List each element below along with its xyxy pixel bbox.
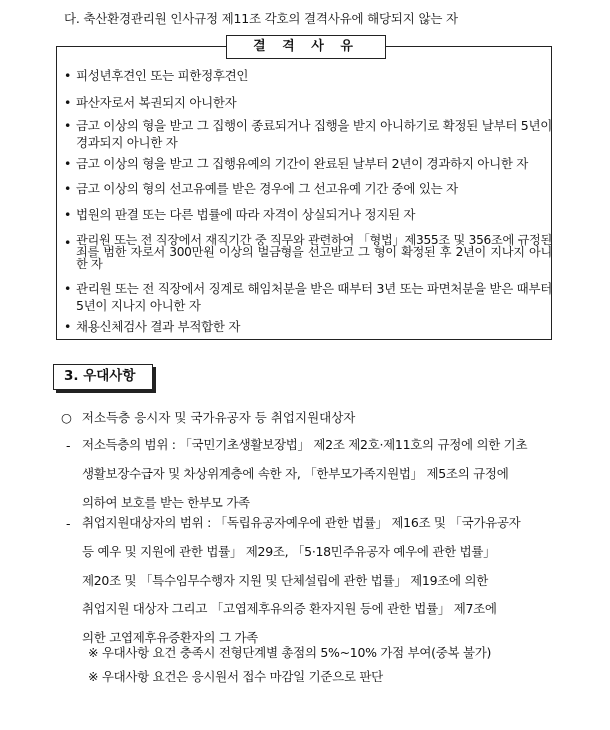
disqualification-item-text: 금고 이상의 형을 받고 그 집행유예의 기간이 완료된 날부터 2년이 경과하지 아니한 자 (76, 156, 529, 171)
disqualification-item-text: 법원의 판결 또는 다른 법률에 따라 자격이 상실되거나 정지된 자 (76, 207, 416, 222)
disqualification-item (64, 280, 552, 314)
disqualification-item (64, 117, 552, 151)
low-income-line: 생활보장수급자 및 차상위계층에 속한 자, 「한부모가족지원법」 제5조의 규정에 (82, 465, 509, 481)
disqualification-box-title: 결 격 사 유 (226, 35, 386, 59)
veteran-line: 제20조 및 「특수임무수행자 지원 및 단체설립에 관한 법률」 제19조에 의한 (82, 572, 488, 588)
disqualification-item-text: 관리원 또는 전 직장에서 징계로 해임처분을 받은 때부터 3년 또는 파면처분을 받은 때부터 5년이 지나지 아니한 자 (76, 281, 552, 313)
section-title: 3. 우대사항 (53, 364, 153, 390)
low-income-definition (66, 431, 556, 517)
preference-subtitle-text: 저소득층 응시자 및 국가유공자 등 취업지원대상자 (81, 410, 356, 425)
preference-subtitle (61, 408, 355, 426)
disqualification-item-text: 파산자로서 복권되지 아니한자 (76, 95, 237, 110)
dash: - (66, 438, 71, 453)
disqualification-item-text: 채용신체검사 결과 부적합한 자 (76, 319, 241, 334)
disqualification-item (64, 180, 552, 197)
bullet: • (64, 156, 72, 171)
bullet: • (64, 68, 72, 83)
disqualification-item-text: 관리원 또는 전 직장에서 재직기간 중 직무와 관련하여 「형법」제355조 및 356조에 규정된 죄를 범한 자로서 300만원 이상의 벌금형을 선고받고 그 형이 확정된 후 2년이 지나지 아니한 자 (76, 233, 552, 271)
veteran-line: 취업지원 대상자 그리고 「고엽제후유의증 환자지원 등에 관한 법률」 제7조에 (82, 601, 497, 617)
disqualification-item (64, 234, 552, 270)
bullet: • (64, 207, 72, 222)
bullet: • (64, 319, 72, 334)
low-income-line: 의하여 보호를 받는 한부모 가족 (82, 494, 250, 510)
note-deadline: ※ 우대사항 요건은 응시원서 접수 마감일 기준으로 판단 (88, 669, 383, 684)
disqualification-item-text: 금고 이상의 형의 선고유예를 받은 경우에 그 선고유예 기간 중에 있는 자 (76, 181, 458, 196)
note-bonus: ※ 우대사항 요건 충족시 전형단계별 총점의 5%~10% 가점 부여(중복 불가) (88, 645, 492, 660)
dash: - (66, 516, 71, 531)
low-income-line: 저소득층의 범위 : 「국민기초생활보장법」 제2조 제2호·제11호의 규정에 의한 기초 (82, 437, 528, 452)
bullet: • (64, 95, 72, 110)
disqualification-item (64, 155, 552, 172)
bullet: • (64, 118, 72, 133)
disqualification-item-text: 피성년후견인 또는 피한정후견인 (76, 68, 249, 83)
disqualification-item (64, 206, 552, 223)
bullet: • (64, 181, 72, 196)
disqualification-item-text: 금고 이상의 형을 받고 그 집행이 종료되거나 집행을 받지 아니하기로 확정된 날부터 5년이 경과되지 아니한 자 (76, 118, 552, 150)
veteran-line: 의한 고엽제후유증환자의 그 가족 (82, 630, 258, 646)
bullet: • (64, 281, 72, 296)
veteran-line: 등 예우 및 지원에 관한 법률」 제29조, 「5·18민주유공자 예우에 관한 법률」 (82, 543, 496, 559)
disqualification-item (64, 318, 552, 335)
disqualification-item (64, 94, 552, 111)
circle-bullet: ○ (61, 410, 72, 425)
intro-text: 다. 축산환경관리원 인사규정 제11조 각호의 결격사유에 해당되지 않는 자 (64, 11, 458, 26)
veteran-definition (66, 509, 556, 653)
veteran-line: 취업지원대상자의 범위 : 「독립유공자예우에 관한 법률」 제16조 및 「국가유공자 (82, 515, 521, 530)
bullet: • (64, 235, 72, 250)
disqualification-item (64, 67, 552, 84)
